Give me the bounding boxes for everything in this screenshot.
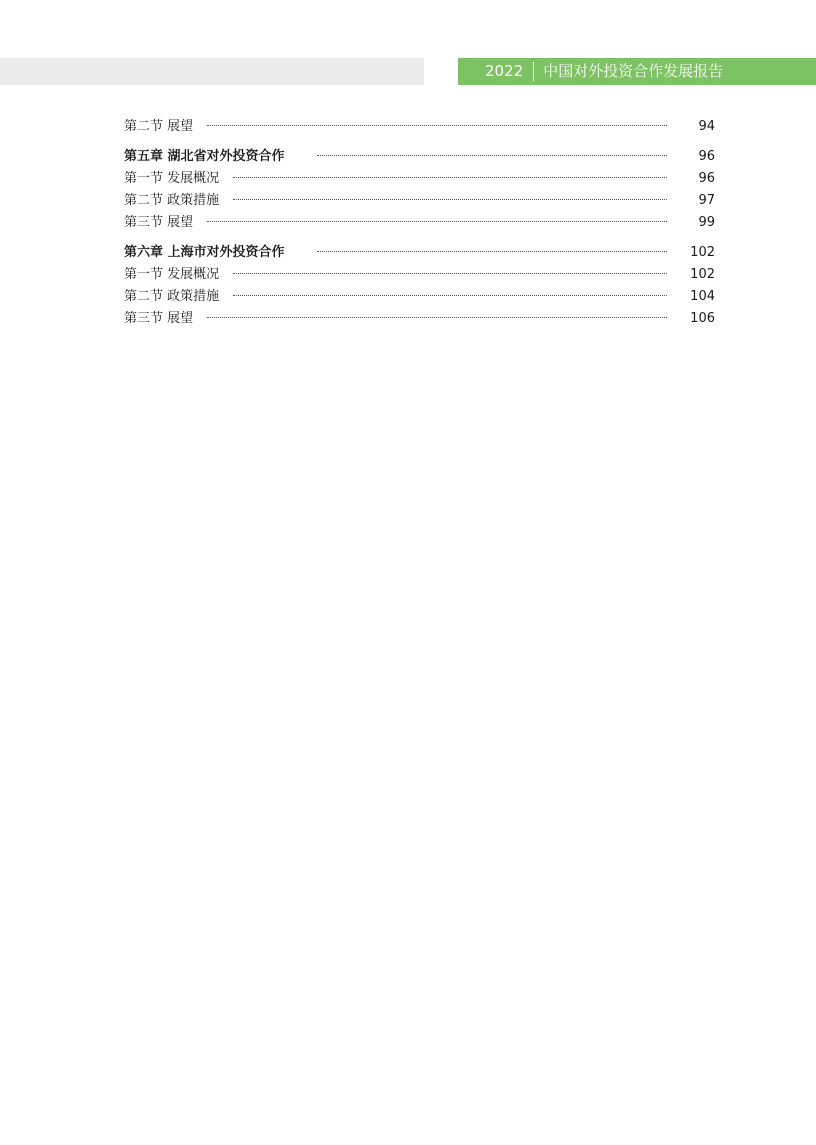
- toc-chapter-label: 第五章 湖北省对外投资合作: [124, 149, 285, 164]
- toc-entry-page: 102: [690, 245, 715, 260]
- toc-chapter-label: 第六章 上海市对外投资合作: [124, 245, 285, 260]
- toc-entry-page: 96: [698, 149, 715, 164]
- header-year: 2022: [485, 62, 524, 80]
- toc-entry[interactable]: [124, 168, 716, 190]
- toc-entry[interactable]: [124, 264, 716, 286]
- toc-entry-label: 第二节 政策措施: [124, 289, 220, 304]
- toc-dot-leader: [207, 317, 667, 318]
- toc-chapter-entry[interactable]: [124, 146, 716, 168]
- report-header-banner: [458, 58, 816, 85]
- toc-entry[interactable]: [124, 116, 716, 138]
- toc-entry[interactable]: [124, 190, 716, 212]
- header-title: 中国对外投资合作发展报告: [543, 62, 724, 80]
- toc-entry-page: 102: [690, 267, 715, 282]
- toc-entry[interactable]: [124, 308, 716, 330]
- toc-entry-label: 第二节 政策措施: [124, 193, 220, 208]
- toc-dot-leader: [317, 251, 667, 252]
- toc-entry[interactable]: [124, 212, 716, 234]
- toc-dot-leader: [233, 273, 667, 274]
- toc-entry-page: 99: [698, 215, 715, 230]
- header-gray-bar: [0, 58, 424, 85]
- toc-dot-leader: [317, 155, 667, 156]
- toc-entry-label: 第一节 发展概况: [124, 171, 220, 186]
- toc-entry-label: 第二节 展望: [124, 119, 194, 134]
- header-divider: [533, 62, 534, 81]
- toc-dot-leader: [207, 125, 667, 126]
- toc-dot-leader: [233, 199, 667, 200]
- toc-dot-leader: [207, 221, 667, 222]
- toc-entry-page: 104: [690, 289, 715, 304]
- toc-entry-label: 第三节 展望: [124, 311, 194, 326]
- table-of-contents: [124, 116, 716, 330]
- toc-entry-page: 97: [698, 193, 715, 208]
- toc-entry-page: 96: [698, 171, 715, 186]
- toc-dot-leader: [233, 295, 667, 296]
- toc-entry-label: 第三节 展望: [124, 215, 194, 230]
- toc-entry-label: 第一节 发展概况: [124, 267, 220, 282]
- toc-entry-page: 94: [698, 119, 715, 134]
- toc-entry[interactable]: [124, 286, 716, 308]
- toc-chapter-entry[interactable]: [124, 242, 716, 264]
- toc-entry-page: 106: [690, 311, 715, 326]
- toc-dot-leader: [233, 177, 667, 178]
